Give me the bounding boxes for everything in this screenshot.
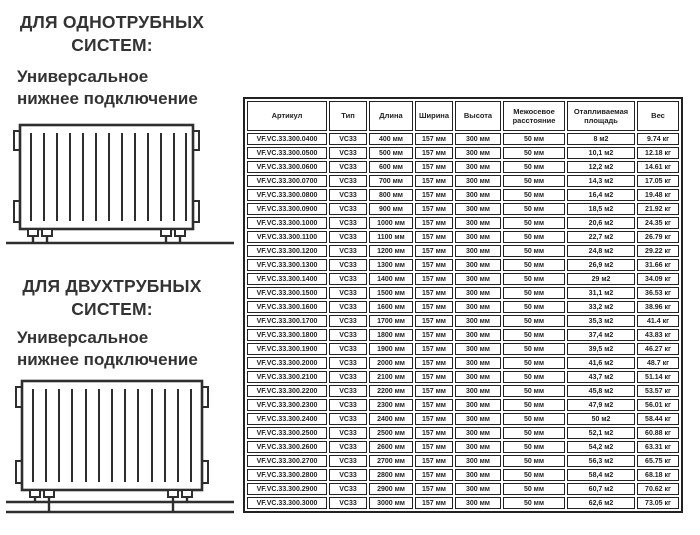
table-row bbox=[247, 497, 679, 509]
column-header: Вес bbox=[637, 101, 679, 131]
table-cell: 46.27 кг bbox=[637, 343, 679, 355]
table-cell: 12,2 м2 bbox=[567, 161, 635, 173]
table-cell: VC33 bbox=[329, 231, 367, 243]
table-row bbox=[247, 217, 679, 229]
table-cell: 50 мм bbox=[503, 357, 565, 369]
table-row bbox=[247, 315, 679, 327]
table-cell: 2000 мм bbox=[369, 357, 413, 369]
spec-table-body bbox=[247, 133, 679, 509]
table-cell: VC33 bbox=[329, 147, 367, 159]
table-cell: 157 мм bbox=[415, 217, 453, 229]
table-cell: 53.57 кг bbox=[637, 385, 679, 397]
table-cell: 29.22 кг bbox=[637, 245, 679, 257]
table-cell: VF.VC.33.300.0800 bbox=[247, 189, 327, 201]
spec-table-header-row bbox=[247, 101, 679, 131]
table-cell: VF.VC.33.300.0400 bbox=[247, 133, 327, 145]
table-cell: 10,1 м2 bbox=[567, 147, 635, 159]
subtitle-line: нижнее подключение bbox=[17, 350, 198, 370]
table-row bbox=[247, 147, 679, 159]
table-cell: 700 мм bbox=[369, 175, 413, 187]
table-cell: VF.VC.33.300.1000 bbox=[247, 217, 327, 229]
table-cell: 300 мм bbox=[455, 161, 501, 173]
table-cell: 900 мм bbox=[369, 203, 413, 215]
table-cell: 1300 мм bbox=[369, 259, 413, 271]
table-cell: 50 мм bbox=[503, 483, 565, 495]
table-cell: VF.VC.33.300.1300 bbox=[247, 259, 327, 271]
table-cell: 300 мм bbox=[455, 147, 501, 159]
table-cell: 300 мм bbox=[455, 245, 501, 257]
table-cell: VF.VC.33.300.2300 bbox=[247, 399, 327, 411]
table-cell: 24,8 м2 bbox=[567, 245, 635, 257]
table-cell: 20,6 м2 bbox=[567, 217, 635, 229]
table-cell: VF.VC.33.300.1500 bbox=[247, 287, 327, 299]
table-cell: 600 мм bbox=[369, 161, 413, 173]
table-cell: 50 мм bbox=[503, 231, 565, 243]
table-cell: VF.VC.33.300.3000 bbox=[247, 497, 327, 509]
table-cell: VF.VC.33.300.2200 bbox=[247, 385, 327, 397]
table-cell: 43,7 м2 bbox=[567, 371, 635, 383]
table-cell: 50 мм bbox=[503, 217, 565, 229]
table-cell: 50 мм bbox=[503, 441, 565, 453]
table-cell: 300 мм bbox=[455, 343, 501, 355]
table-cell: VF.VC.33.300.2400 bbox=[247, 413, 327, 425]
table-cell: VC33 bbox=[329, 245, 367, 257]
table-row bbox=[247, 455, 679, 467]
table-cell: VF.VC.33.300.1600 bbox=[247, 301, 327, 313]
table-row bbox=[247, 287, 679, 299]
table-cell: 2600 мм bbox=[369, 441, 413, 453]
table-cell: 157 мм bbox=[415, 483, 453, 495]
table-cell: 50 мм bbox=[503, 147, 565, 159]
table-cell: 300 мм bbox=[455, 399, 501, 411]
table-cell: 157 мм bbox=[415, 133, 453, 145]
single-pipe-subtitle bbox=[17, 66, 232, 110]
table-row bbox=[247, 343, 679, 355]
table-cell: 70.62 кг bbox=[637, 483, 679, 495]
table-row bbox=[247, 301, 679, 313]
table-cell: VF.VC.33.300.1900 bbox=[247, 343, 327, 355]
table-cell: 300 мм bbox=[455, 469, 501, 481]
two-pipe-subtitle bbox=[17, 327, 232, 371]
table-cell: 50 мм bbox=[503, 203, 565, 215]
table-cell: VF.VC.33.300.1400 bbox=[247, 273, 327, 285]
table-cell: 50 мм bbox=[503, 161, 565, 173]
table-cell: 31.66 кг bbox=[637, 259, 679, 271]
table-cell: VC33 bbox=[329, 203, 367, 215]
table-cell: VF.VC.33.300.0500 bbox=[247, 147, 327, 159]
table-cell: 157 мм bbox=[415, 231, 453, 243]
table-cell: 37,4 м2 bbox=[567, 329, 635, 341]
table-cell: 31,1 м2 bbox=[567, 287, 635, 299]
table-cell: 22,7 м2 bbox=[567, 231, 635, 243]
table-cell: 26,9 м2 bbox=[567, 259, 635, 271]
table-cell: VC33 bbox=[329, 217, 367, 229]
table-cell: 21.92 кг bbox=[637, 203, 679, 215]
table-cell: 36.53 кг bbox=[637, 287, 679, 299]
table-cell: 50 мм bbox=[503, 427, 565, 439]
table-cell: VF.VC.33.300.1200 bbox=[247, 245, 327, 257]
spec-table bbox=[243, 97, 683, 513]
table-cell: 300 мм bbox=[455, 259, 501, 271]
title-line: СИСТЕМ: bbox=[71, 35, 153, 56]
table-cell: 50 мм bbox=[503, 469, 565, 481]
table-cell: 2100 мм bbox=[369, 371, 413, 383]
table-cell: 2700 мм bbox=[369, 455, 413, 467]
table-cell: 73.05 кг bbox=[637, 497, 679, 509]
table-cell: 50 мм bbox=[503, 413, 565, 425]
table-cell: 50 мм bbox=[503, 455, 565, 467]
table-row bbox=[247, 161, 679, 173]
table-cell: VF.VC.33.300.2800 bbox=[247, 469, 327, 481]
table-cell: 12.18 кг bbox=[637, 147, 679, 159]
table-cell: 300 мм bbox=[455, 427, 501, 439]
table-cell: 2200 мм bbox=[369, 385, 413, 397]
table-cell: 157 мм bbox=[415, 469, 453, 481]
table-cell: 54,2 м2 bbox=[567, 441, 635, 453]
table-cell: 157 мм bbox=[415, 301, 453, 313]
table-cell: VC33 bbox=[329, 287, 367, 299]
table-cell: 50 мм bbox=[503, 189, 565, 201]
table-cell: 34.09 кг bbox=[637, 273, 679, 285]
table-cell: VC33 bbox=[329, 497, 367, 509]
table-row bbox=[247, 371, 679, 383]
table-cell: 300 мм bbox=[455, 273, 501, 285]
subtitle-line: нижнее подключение bbox=[17, 89, 198, 109]
table-cell: 2900 мм bbox=[369, 483, 413, 495]
table-cell: 157 мм bbox=[415, 315, 453, 327]
radiator-diagram-single-pipe bbox=[4, 119, 236, 249]
table-cell: 157 мм bbox=[415, 287, 453, 299]
table-cell: 18,5 м2 bbox=[567, 203, 635, 215]
table-cell: 1800 мм bbox=[369, 329, 413, 341]
table-cell: VC33 bbox=[329, 483, 367, 495]
table-cell: 52,1 м2 bbox=[567, 427, 635, 439]
table-cell: VC33 bbox=[329, 161, 367, 173]
table-cell: 47,9 м2 bbox=[567, 399, 635, 411]
table-cell: 17.05 кг bbox=[637, 175, 679, 187]
radiator-diagram-two-pipe bbox=[4, 373, 236, 521]
table-cell: VC33 bbox=[329, 329, 367, 341]
table-cell: 1200 мм bbox=[369, 245, 413, 257]
table-cell: 157 мм bbox=[415, 371, 453, 383]
table-cell: 50 мм bbox=[503, 245, 565, 257]
table-cell: 1700 мм bbox=[369, 315, 413, 327]
table-cell: 157 мм bbox=[415, 245, 453, 257]
table-cell: 300 мм bbox=[455, 497, 501, 509]
table-cell: VC33 bbox=[329, 469, 367, 481]
table-cell: 39,5 м2 bbox=[567, 343, 635, 355]
table-cell: 50 мм bbox=[503, 399, 565, 411]
table-cell: VF.VC.33.300.2100 bbox=[247, 371, 327, 383]
table-cell: 50 мм bbox=[503, 133, 565, 145]
table-cell: 38.96 кг bbox=[637, 301, 679, 313]
table-cell: 157 мм bbox=[415, 259, 453, 271]
table-cell: 300 мм bbox=[455, 329, 501, 341]
table-cell: 157 мм bbox=[415, 357, 453, 369]
table-cell: 157 мм bbox=[415, 329, 453, 341]
subtitle-line: Универсальное bbox=[17, 67, 149, 86]
table-cell: 65.75 кг bbox=[637, 455, 679, 467]
table-cell: 50 мм bbox=[503, 315, 565, 327]
column-header: Отапливаемая площадь bbox=[567, 101, 635, 131]
table-cell: 157 мм bbox=[415, 175, 453, 187]
table-cell: 50 мм bbox=[503, 371, 565, 383]
table-cell: 1100 мм bbox=[369, 231, 413, 243]
table-cell: VC33 bbox=[329, 441, 367, 453]
table-cell: VC33 bbox=[329, 399, 367, 411]
table-cell: 157 мм bbox=[415, 413, 453, 425]
table-cell: 60,7 м2 bbox=[567, 483, 635, 495]
table-cell: 800 мм bbox=[369, 189, 413, 201]
table-row bbox=[247, 231, 679, 243]
table-cell: 300 мм bbox=[455, 413, 501, 425]
table-cell: 157 мм bbox=[415, 161, 453, 173]
table-cell: VC33 bbox=[329, 413, 367, 425]
table-cell: VC33 bbox=[329, 315, 367, 327]
table-cell: 48.7 кг bbox=[637, 357, 679, 369]
table-cell: VF.VC.33.300.1700 bbox=[247, 315, 327, 327]
table-cell: 2300 мм bbox=[369, 399, 413, 411]
table-cell: 157 мм bbox=[415, 343, 453, 355]
table-cell: 50 мм bbox=[503, 259, 565, 271]
table-cell: 157 мм bbox=[415, 497, 453, 509]
table-row bbox=[247, 399, 679, 411]
table-cell: 19.48 кг bbox=[637, 189, 679, 201]
table-cell: 1900 мм bbox=[369, 343, 413, 355]
table-cell: VC33 bbox=[329, 343, 367, 355]
table-cell: 157 мм bbox=[415, 427, 453, 439]
column-header: Межосевое расстояние bbox=[503, 101, 565, 131]
table-cell: 157 мм bbox=[415, 441, 453, 453]
column-header: Длина bbox=[369, 101, 413, 131]
table-cell: VF.VC.33.300.2500 bbox=[247, 427, 327, 439]
table-cell: 41.4 кг bbox=[637, 315, 679, 327]
title-line: ДЛЯ ОДНОТРУБНЫХ bbox=[19, 12, 205, 32]
table-cell: 300 мм bbox=[455, 385, 501, 397]
table-row bbox=[247, 245, 679, 257]
table-row bbox=[247, 329, 679, 341]
table-cell: VC33 bbox=[329, 455, 367, 467]
table-cell: VC33 bbox=[329, 427, 367, 439]
table-cell: VC33 bbox=[329, 259, 367, 271]
table-cell: VC33 bbox=[329, 301, 367, 313]
table-cell: 500 мм bbox=[369, 147, 413, 159]
column-header: Тип bbox=[329, 101, 367, 131]
table-cell: 400 мм bbox=[369, 133, 413, 145]
table-cell: 300 мм bbox=[455, 483, 501, 495]
table-cell: 45,8 м2 bbox=[567, 385, 635, 397]
table-cell: 1500 мм bbox=[369, 287, 413, 299]
table-cell: VC33 bbox=[329, 371, 367, 383]
table-cell: 43.83 кг bbox=[637, 329, 679, 341]
table-cell: VF.VC.33.300.0600 bbox=[247, 161, 327, 173]
table-row bbox=[247, 203, 679, 215]
table-cell: 157 мм bbox=[415, 455, 453, 467]
table-cell: 9.74 кг bbox=[637, 133, 679, 145]
table-cell: 50 мм bbox=[503, 497, 565, 509]
table-cell: 300 мм bbox=[455, 217, 501, 229]
table-cell: 157 мм bbox=[415, 203, 453, 215]
table-cell: 60.88 кг bbox=[637, 427, 679, 439]
table-cell: 300 мм bbox=[455, 231, 501, 243]
table-cell: 300 мм bbox=[455, 455, 501, 467]
table-row bbox=[247, 189, 679, 201]
table-cell: 2500 мм bbox=[369, 427, 413, 439]
table-row bbox=[247, 273, 679, 285]
table-cell: 50 м2 bbox=[567, 413, 635, 425]
table-cell: VF.VC.33.300.2700 bbox=[247, 455, 327, 467]
table-cell: 62,6 м2 bbox=[567, 497, 635, 509]
table-cell: VF.VC.33.300.2000 bbox=[247, 357, 327, 369]
table-cell: 63.31 кг bbox=[637, 441, 679, 453]
table-cell: 1000 мм bbox=[369, 217, 413, 229]
table-cell: VF.VC.33.300.0900 bbox=[247, 203, 327, 215]
table-cell: 29 м2 bbox=[567, 273, 635, 285]
table-cell: 41,6 м2 bbox=[567, 357, 635, 369]
spec-table-container bbox=[243, 97, 683, 513]
single-pipe-section-title bbox=[8, 11, 216, 57]
table-cell: 50 мм bbox=[503, 301, 565, 313]
table-cell: VF.VC.33.300.1800 bbox=[247, 329, 327, 341]
table-cell: 300 мм bbox=[455, 301, 501, 313]
table-cell: VF.VC.33.300.0700 bbox=[247, 175, 327, 187]
table-cell: 2400 мм bbox=[369, 413, 413, 425]
table-cell: VC33 bbox=[329, 189, 367, 201]
table-row bbox=[247, 441, 679, 453]
table-cell: VC33 bbox=[329, 385, 367, 397]
table-cell: VC33 bbox=[329, 357, 367, 369]
table-cell: 14.61 кг bbox=[637, 161, 679, 173]
radiator-single-pipe-drawing bbox=[4, 119, 236, 249]
table-cell: 58,4 м2 bbox=[567, 469, 635, 481]
table-cell: 68.18 кг bbox=[637, 469, 679, 481]
table-row bbox=[247, 427, 679, 439]
table-cell: 300 мм bbox=[455, 189, 501, 201]
table-cell: VF.VC.33.300.2900 bbox=[247, 483, 327, 495]
two-pipe-section-title bbox=[8, 275, 216, 321]
column-header: Артикул bbox=[247, 101, 327, 131]
table-cell: 157 мм bbox=[415, 147, 453, 159]
table-cell: 157 мм bbox=[415, 385, 453, 397]
title-line: ДЛЯ ДВУХТРУБНЫХ bbox=[22, 276, 202, 296]
table-cell: 16,4 м2 bbox=[567, 189, 635, 201]
table-cell: 157 мм bbox=[415, 273, 453, 285]
table-cell: 51.14 кг bbox=[637, 371, 679, 383]
table-cell: VF.VC.33.300.1100 bbox=[247, 231, 327, 243]
table-cell: 35,3 м2 bbox=[567, 315, 635, 327]
table-cell: 24.35 кг bbox=[637, 217, 679, 229]
table-cell: 26.79 кг bbox=[637, 231, 679, 243]
table-row bbox=[247, 483, 679, 495]
table-cell: 3000 мм bbox=[369, 497, 413, 509]
table-cell: 157 мм bbox=[415, 189, 453, 201]
table-cell: VF.VC.33.300.2600 bbox=[247, 441, 327, 453]
table-cell: 8 м2 bbox=[567, 133, 635, 145]
table-cell: 50 мм bbox=[503, 329, 565, 341]
table-row bbox=[247, 413, 679, 425]
table-cell: 1400 мм bbox=[369, 273, 413, 285]
column-header: Высота bbox=[455, 101, 501, 131]
table-row bbox=[247, 259, 679, 271]
table-row bbox=[247, 385, 679, 397]
table-row bbox=[247, 357, 679, 369]
table-cell: 300 мм bbox=[455, 203, 501, 215]
table-cell: 300 мм bbox=[455, 287, 501, 299]
table-cell: 50 мм bbox=[503, 343, 565, 355]
table-cell: 157 мм bbox=[415, 399, 453, 411]
table-row bbox=[247, 133, 679, 145]
table-cell: 50 мм bbox=[503, 273, 565, 285]
table-cell: VC33 bbox=[329, 133, 367, 145]
table-cell: 300 мм bbox=[455, 357, 501, 369]
table-cell: 300 мм bbox=[455, 133, 501, 145]
table-cell: 300 мм bbox=[455, 175, 501, 187]
radiator-two-pipe-drawing bbox=[4, 373, 236, 521]
table-cell: 56.01 кг bbox=[637, 399, 679, 411]
table-cell: 50 мм bbox=[503, 385, 565, 397]
table-cell: 300 мм bbox=[455, 371, 501, 383]
table-cell: 1600 мм bbox=[369, 301, 413, 313]
table-cell: 50 мм bbox=[503, 287, 565, 299]
table-cell: 58.44 кг bbox=[637, 413, 679, 425]
title-line: СИСТЕМ: bbox=[71, 299, 153, 320]
table-cell: 300 мм bbox=[455, 441, 501, 453]
column-header: Ширина bbox=[415, 101, 453, 131]
table-cell: 50 мм bbox=[503, 175, 565, 187]
table-row bbox=[247, 469, 679, 481]
table-cell: VC33 bbox=[329, 273, 367, 285]
table-row bbox=[247, 175, 679, 187]
table-cell: VC33 bbox=[329, 175, 367, 187]
table-cell: 33,2 м2 bbox=[567, 301, 635, 313]
table-cell: 2800 мм bbox=[369, 469, 413, 481]
subtitle-line: Универсальное bbox=[17, 328, 149, 347]
table-cell: 56,3 м2 bbox=[567, 455, 635, 467]
table-cell: 14,3 м2 bbox=[567, 175, 635, 187]
table-cell: 300 мм bbox=[455, 315, 501, 327]
